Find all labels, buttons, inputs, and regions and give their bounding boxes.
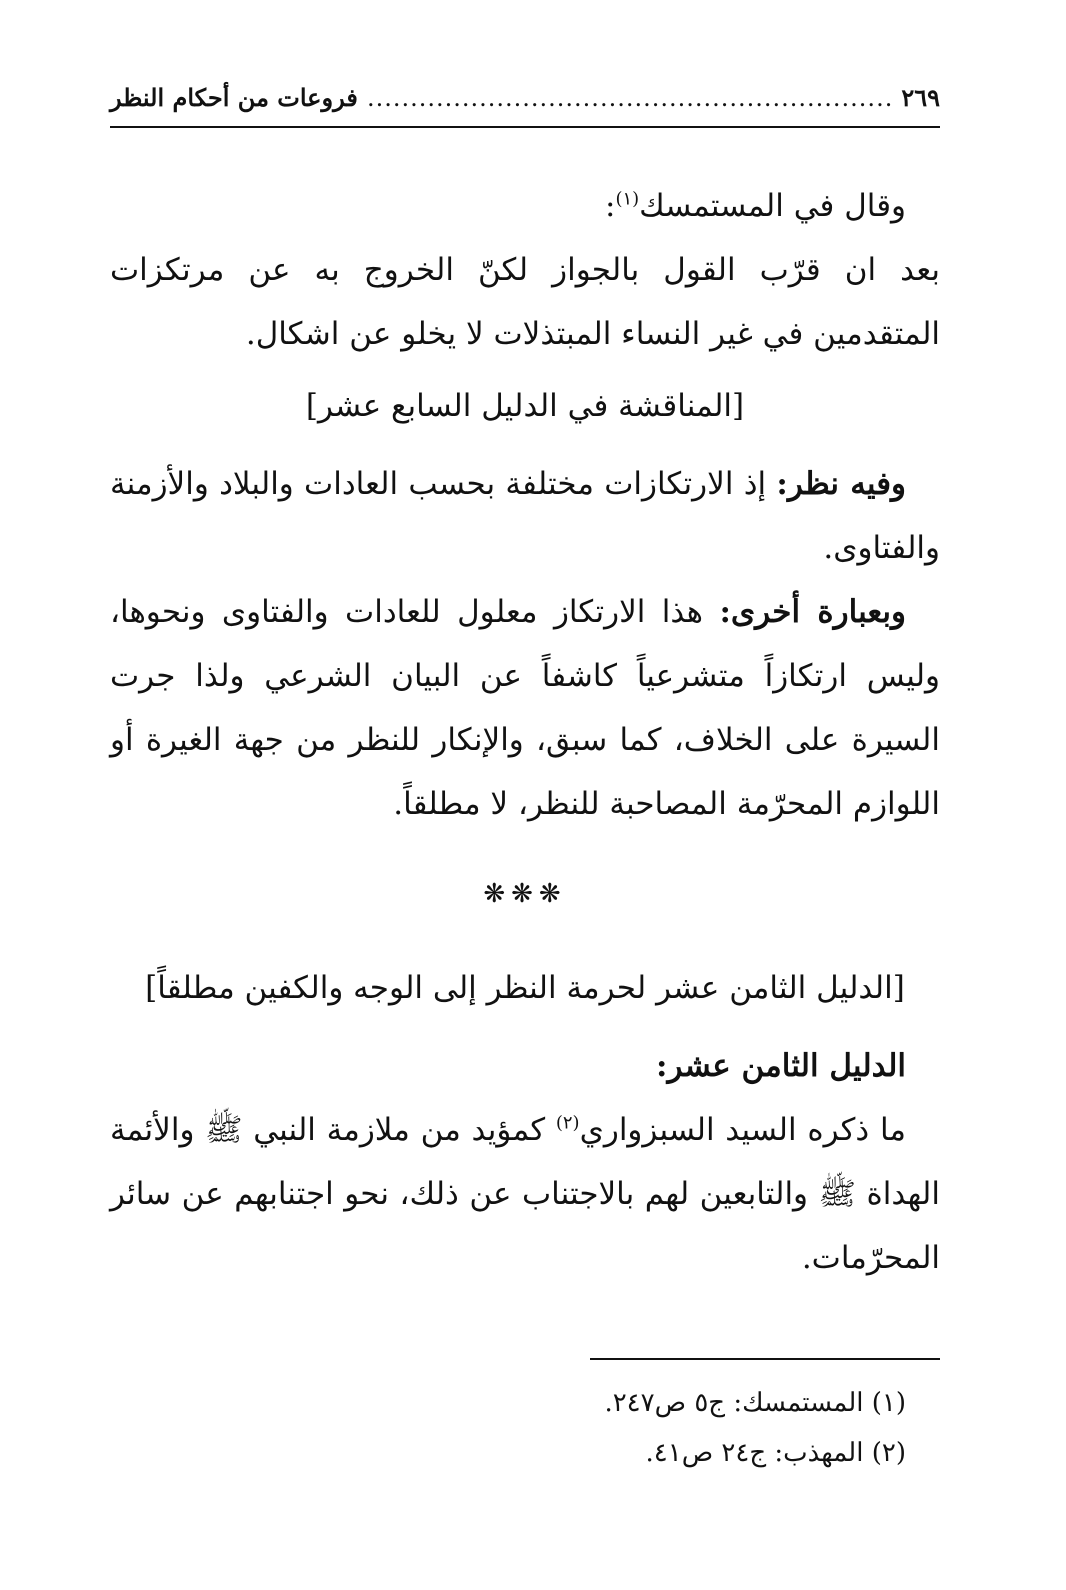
page-number: ٢٦٩ xyxy=(901,83,940,112)
running-title: فروعات من أحكام النظر xyxy=(110,83,358,112)
section-separator-stars: ❋❋❋ xyxy=(483,879,567,909)
footnote-2: (٢) المهذب: ج٢٤ ص٤١. xyxy=(645,1438,906,1468)
sabzawari-text-a: ما ذكره السيد السبزواري xyxy=(579,1112,906,1148)
footnote-divider xyxy=(590,1358,940,1360)
subheading-eighteenth: الدليل الثامن عشر: xyxy=(656,1048,906,1084)
footnotes xyxy=(110,1358,940,1478)
paragraph-rephrase xyxy=(110,580,940,836)
quote-intro-text: وقال في المستمسك xyxy=(639,188,906,224)
paragraph-sabzawari xyxy=(110,1098,940,1290)
rephrase-text: هذا الارتكاز معلول للعادات والفتاوى ونحوها، وليس ارتكازاً متشرعياً كاشفاً عن البيان الشرعي ولذا جرت السيرة على الخلاف، كما سبق، والإنكار للنظر من جهة الغيرة أو اللوازم المحرّمة المصاحبة للنظر، لا مطلقاً. xyxy=(110,594,940,822)
main-text xyxy=(110,174,940,1290)
header-leader-dots xyxy=(366,78,894,118)
paragraph-quote: بعد ان قرّب القول بالجواز لكنّ الخروج به عن مرتكزات المتقدمين في غير النساء المبتذلات لا يخلو عن اشكال. xyxy=(110,252,940,352)
objection-text: إذ الارتكازات مختلفة بحسب العادات والبلاد والأزمنة والفتاوى. xyxy=(110,466,940,566)
footnote-ref-1: (١) xyxy=(615,188,640,210)
footnote-ref-2: (٢) xyxy=(555,1112,580,1134)
paragraph-quote-intro xyxy=(110,174,940,238)
page-header xyxy=(110,78,940,128)
paragraph-objection xyxy=(110,452,940,580)
footnote-1: (١) المستمسك: ج٥ ص٢٤٧. xyxy=(604,1388,906,1418)
section-heading-eighteenth: [الدليل الثامن عشر لحرمة النظر إلى الوجه والكفين مطلقاً] xyxy=(145,970,905,1006)
quote-intro-colon: : xyxy=(604,188,616,224)
book-page xyxy=(110,78,940,1538)
rephrase-lead: وبعبارة أخرى: xyxy=(719,594,906,630)
sabzawari-text-b: كمؤيد من ملازمة النبي ﷺ والأئمة الهداة ﷺ والتابعين لهم بالاجتناب عن ذلك، نحو اجتنابهم عن سائر المحرّمات. xyxy=(110,1112,940,1276)
section-heading-discussion: [المناقشة في الدليل السابع عشر] xyxy=(305,388,745,424)
objection-lead: وفيه نظر: xyxy=(776,466,906,502)
